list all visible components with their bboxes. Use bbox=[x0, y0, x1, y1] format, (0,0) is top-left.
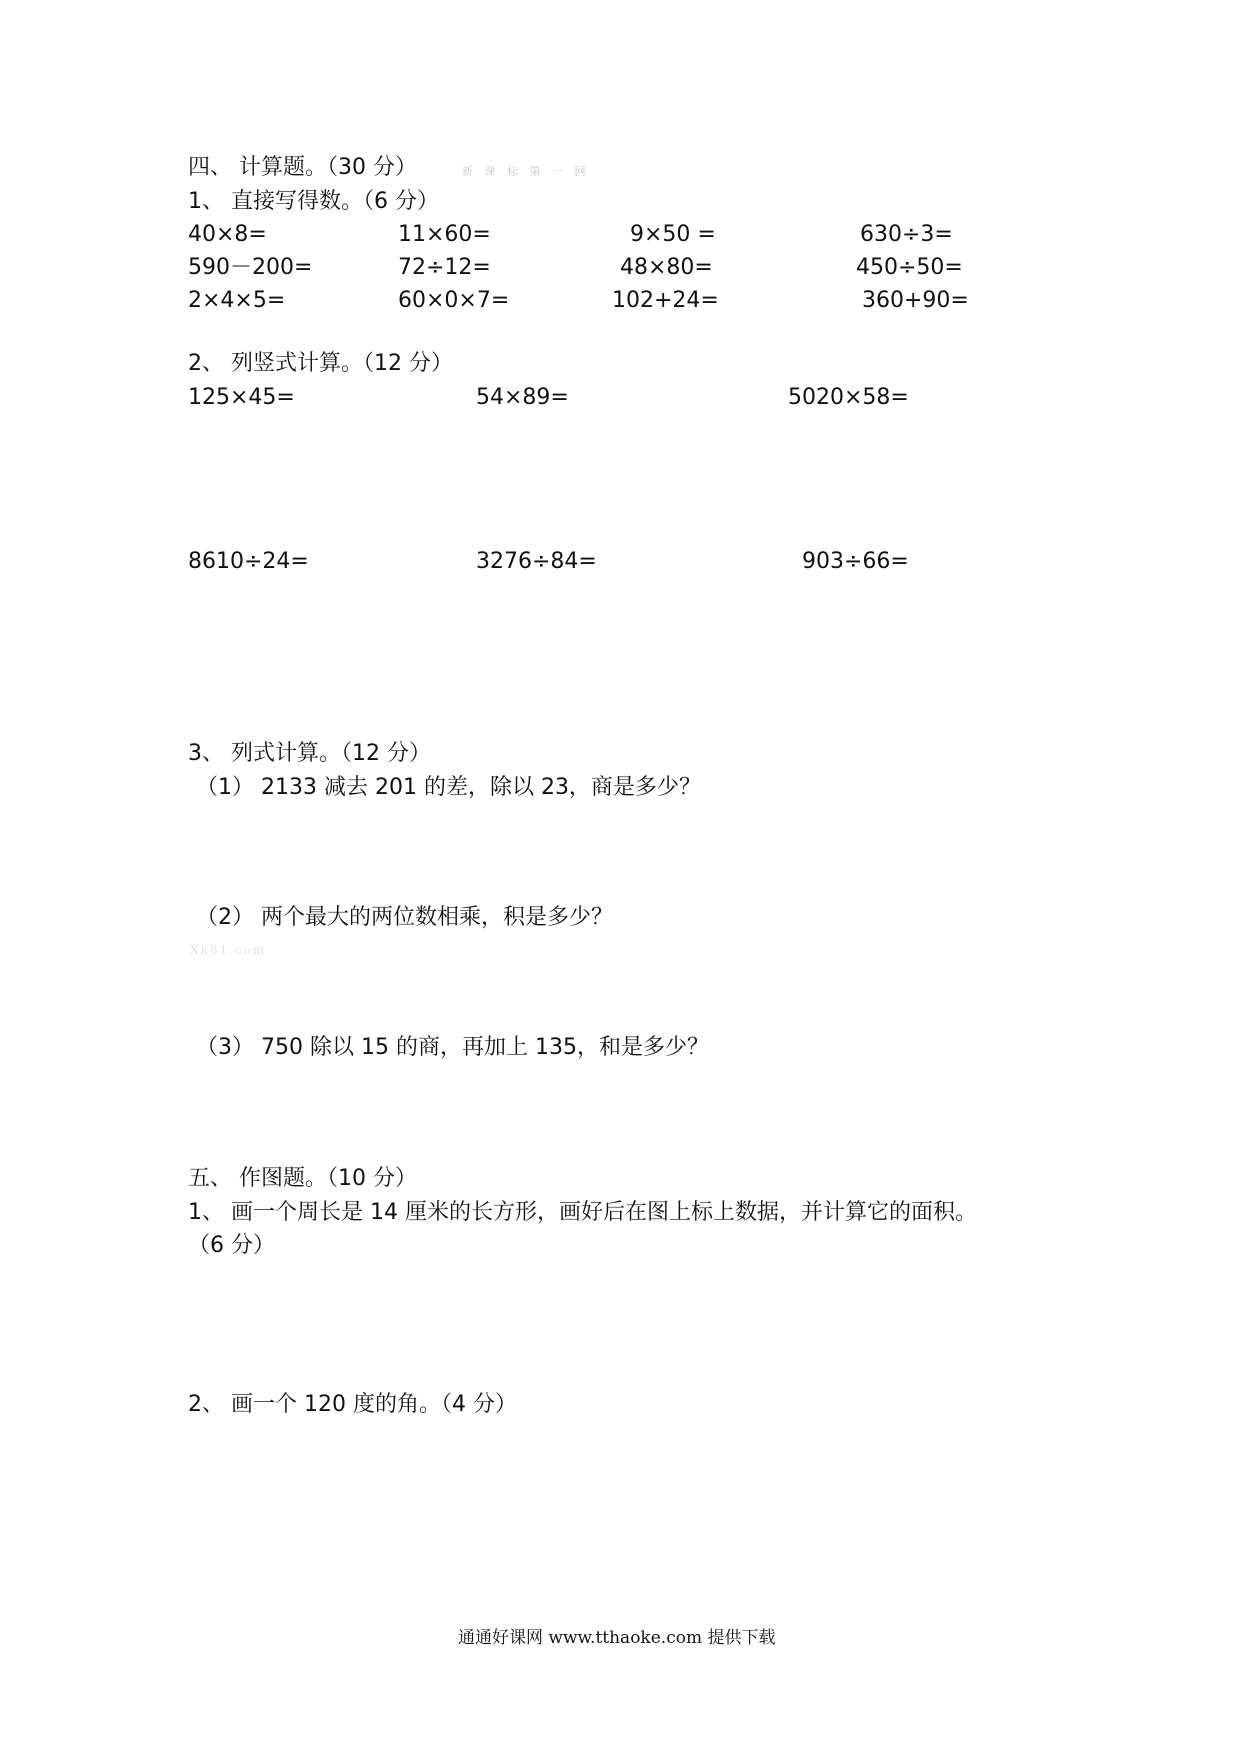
q2-item: 5020×58= bbox=[788, 385, 909, 410]
q1-item: 590－200= bbox=[188, 255, 313, 280]
q3-item-1: （1） 2133 减去 201 的差，除以 23，商是多少？ bbox=[196, 775, 701, 800]
q3-heading: 3、 列式计算。（12 分） bbox=[188, 741, 431, 766]
footer-text: 通通好课网 www.tthaoke.com 提供下载 bbox=[458, 1628, 776, 1648]
section5-q1-line1: 1、 画一个周长是 14 厘米的长方形，画好后在图上标上数据，并计算它的面积。 bbox=[188, 1200, 977, 1225]
watermark-text: 新 课 标 第 一 网 bbox=[462, 165, 590, 178]
section5-q1-line2: （6 分） bbox=[188, 1233, 275, 1258]
q1-item: 360+90= bbox=[862, 288, 969, 313]
q1-item: 72÷12= bbox=[398, 255, 491, 280]
q1-item: 48×80= bbox=[620, 255, 713, 280]
q2-item: 8610÷24= bbox=[188, 549, 309, 574]
q2-item: 903÷66= bbox=[802, 549, 909, 574]
q2-item: 54×89= bbox=[476, 385, 569, 410]
q1-heading: 1、 直接写得数。（6 分） bbox=[188, 189, 439, 214]
section5-heading: 五、 作图题。（10 分） bbox=[188, 1166, 417, 1191]
q1-item: 11×60= bbox=[398, 222, 491, 247]
q3-item-2: （2） 两个最大的两位数相乘，积是多少？ bbox=[196, 905, 613, 930]
q1-item: 9×50 = bbox=[630, 222, 716, 247]
q3-item-3: （3） 750 除以 15 的商，再加上 135，和是多少？ bbox=[196, 1035, 709, 1060]
q1-item: 450÷50= bbox=[856, 255, 963, 280]
q1-item: 102+24= bbox=[612, 288, 719, 313]
q1-item: 60×0×7= bbox=[398, 288, 510, 313]
q2-item: 3276÷84= bbox=[476, 549, 597, 574]
q2-heading: 2、 列竖式计算。（12 分） bbox=[188, 351, 453, 376]
q1-item: 2×4×5= bbox=[188, 288, 286, 313]
watermark-text: Xk81.com bbox=[190, 943, 267, 957]
q1-item: 40×8= bbox=[188, 222, 267, 247]
q2-item: 125×45= bbox=[188, 385, 295, 410]
section5-q2: 2、 画一个 120 度的角。（4 分） bbox=[188, 1392, 517, 1417]
q1-item: 630÷3= bbox=[860, 222, 953, 247]
section4-heading: 四、 计算题。（30 分） bbox=[188, 155, 417, 180]
